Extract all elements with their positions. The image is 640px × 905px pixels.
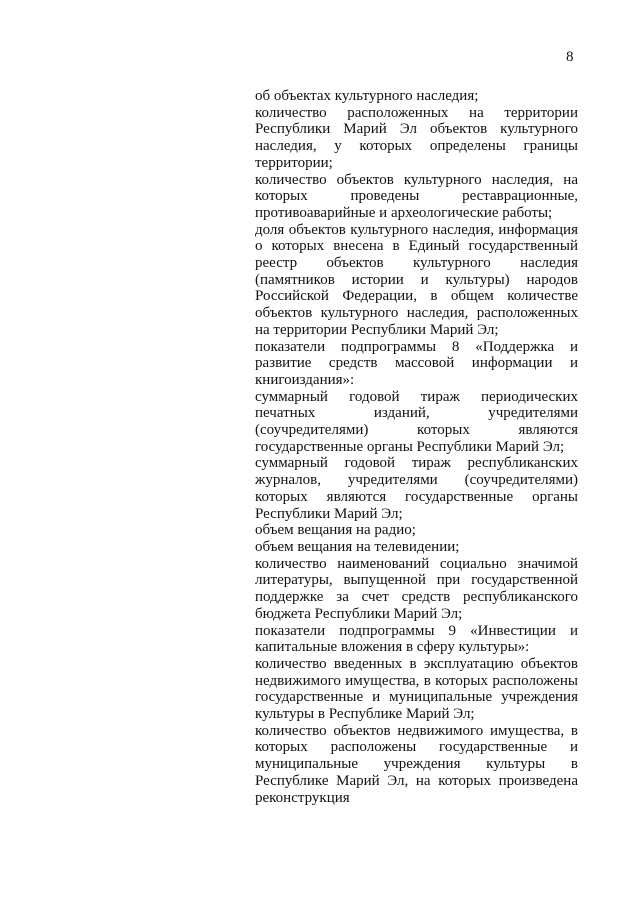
paragraph-heritage-boundaries: количество расположенных на территории Республики Марий Эл объектов культурного наследия, у которых определены границы территории; <box>255 104 578 171</box>
paragraph-subprogram-8-heading: показатели подпрограммы 8 «Поддержка и развитие средств массовой информации и книгоиздания»: <box>255 338 578 388</box>
paragraph-cultural-heritage-objects: об объектах культурного наследия; <box>255 88 479 104</box>
paragraph-journals-circulation: суммарный годовой тираж республиканских журналов, учредителями (соучредителями) которых являются государственные органы Республики Марий Эл; <box>255 455 578 522</box>
paragraph-radio-broadcasting: объем вещания на радио; <box>255 522 416 539</box>
page-number: 8 <box>566 49 574 65</box>
paragraph-periodicals-circulation: суммарный годовой тираж периодических печатных изданий, учредителями (соучредителями) которых являются государственные органы Республики Марий Эл; <box>255 388 578 455</box>
paragraph-socially-significant-literature: количество наименований социально значимой литературы, выпущенной при государственной поддержке за счет средств республиканского бюджета Республики Марий Эл; <box>255 555 578 622</box>
paragraph-reconstructed-properties: количество объектов недвижимого имущества, в которых расположены государственные и муниципальные учреждения культуры в Республике Марий Эл, на которых произведена реконструкция <box>255 722 578 806</box>
paragraph-registry-share: доля объектов культурного наследия, информация о которых внесена в Единый государственный реестр объектов культурного наследия (памятников истории и культуры) народов Российской Федерации, в общем количестве объектов культурного наследия, расположенных на территории Республики Марий Эл; <box>255 221 578 338</box>
paragraph-commissioned-properties: количество введенных в эксплуатацию объектов недвижимого имущества, в которых расположены государственные и муниципальные учреждения культуры в Республике Марий Эл; <box>255 655 578 723</box>
document-body <box>255 88 578 806</box>
paragraph-subprogram-9-heading: показатели подпрограммы 9 «Инвестиции и капитальные вложения в сферу культуры»: <box>255 622 578 656</box>
paragraph-tv-broadcasting: объем вещания на телевидении; <box>255 538 460 555</box>
paragraph-restoration-works: количество объектов культурного наследия, на которых проведены реставрационные, противоаварийные и археологические работы; <box>255 171 578 221</box>
